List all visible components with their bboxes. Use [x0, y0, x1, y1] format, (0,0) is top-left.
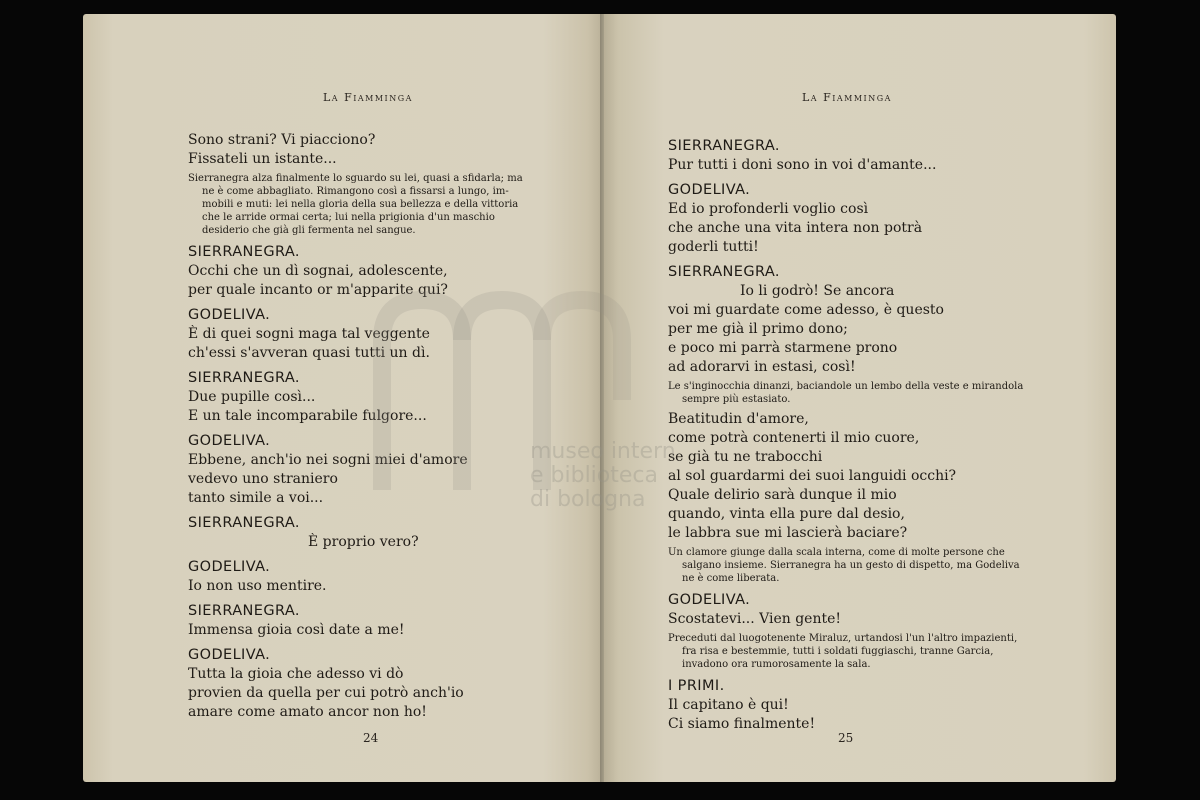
verse-line: E un tale incomparabile fulgore... — [188, 408, 427, 424]
verse-line: Due pupille così... — [188, 389, 316, 405]
verse-line: Io non uso mentire. — [188, 578, 327, 594]
verse-line: voi mi guardate come adesso, è questo — [668, 302, 944, 318]
stage-direction — [668, 546, 1098, 585]
stage-direction-line: Un clamore giunge dalla scala interna, come di molte persone che — [668, 547, 1005, 558]
verse-line: Ci siamo finalmente! — [668, 716, 816, 732]
stage-direction-line: mobili e muti: lei nella gloria della sua bellezza e della vittoria — [202, 199, 519, 210]
verse-line: se già tu ne trabocchi — [668, 449, 823, 465]
stage-direction-line: Le s'inginocchia dinanzi, baciandole un lembo della veste e mirandola — [668, 381, 1024, 392]
speaker-name: SIERRANEGRA. — [188, 370, 300, 386]
verse-line: Scostatevi... Vien gente! — [668, 611, 842, 627]
verse-line: che anche una vita intera non potrà — [668, 220, 923, 236]
stage-direction-line: Sierranegra alza finalmente lo sguardo su lei, quasi a sfidarla; ma — [188, 173, 523, 184]
stage-direction-line: Preceduti dal luogotenente Miraluz, urtandosi l'un l'altro impazienti, — [668, 633, 1018, 644]
speaker-name: SIERRANEGRA. — [188, 515, 300, 531]
verse-line: Io li godrò! Se ancora — [740, 283, 895, 299]
verse-line: Sono strani? Vi piacciono? — [188, 132, 376, 148]
verse-line: ch'essi s'avveran quasi tutti un dì. — [188, 345, 430, 361]
speaker-name: GODELIVA. — [668, 592, 751, 608]
speaker-name: SIERRANEGRA. — [668, 138, 780, 154]
verse-line: ad adorarvi in estasi, così! — [668, 359, 856, 375]
verse-line: È proprio vero? — [308, 534, 419, 550]
speaker-name: SIERRANEGRA. — [188, 244, 300, 260]
verse-line: provien da quella per cui potrò anch'io — [188, 685, 464, 701]
speaker-name: GODELIVA. — [668, 182, 751, 198]
speaker-name: GODELIVA. — [188, 647, 271, 663]
speaker-name: GODELIVA. — [188, 433, 271, 449]
verse-line: amare come amato ancor non ho! — [188, 704, 427, 720]
verse-line: Tutta la gioia che adesso vi dò — [188, 666, 404, 682]
page-number: 25 — [838, 731, 854, 745]
verse-line: Ed io profonderli voglio così — [668, 201, 869, 217]
verse-line: come potrà contenerti il mio cuore, — [668, 430, 920, 446]
speaker-name: SIERRANEGRA. — [188, 603, 300, 619]
verse-line: Immensa gioia così date a me! — [188, 622, 405, 638]
stage-direction-line: ne è come abbagliato. Rimangono così a fissarsi a lungo, im- — [202, 186, 509, 197]
stage-direction-line: invadono ora rumorosamente la sala. — [682, 659, 871, 670]
page-text — [188, 131, 583, 722]
verse-line: È di quei sogni maga tal veggente — [188, 326, 430, 342]
speaker-name: GODELIVA. — [188, 559, 271, 575]
verse-line: Il capitano è qui! — [668, 697, 789, 713]
watermark-line: museo intern — [530, 439, 676, 464]
verse-line: al sol guardarmi dei suoi languidi occhi? — [668, 468, 957, 484]
running-head: La Fiamminga — [323, 91, 413, 104]
page-number: 24 — [363, 731, 379, 745]
verse-line: vedevo uno straniero — [188, 471, 338, 487]
verse-line: le labbra sue mi lascierà baciare? — [668, 525, 908, 541]
right-page — [604, 14, 1116, 782]
stage-direction — [668, 632, 1098, 671]
page-text — [668, 131, 1098, 734]
speaker-name: SIERRANEGRA. — [668, 264, 780, 280]
stage-direction-line: fra risa e bestemmie, tutti i soldati fuggiaschi, tranne Garcia, — [682, 646, 994, 657]
stage-direction — [188, 172, 583, 237]
verse-line: quando, vinta ella pure dal desio, — [668, 506, 905, 522]
stage-direction-line: che le arride ormai certa; lui nella prigionia d'un maschio — [202, 212, 495, 223]
verse-line: Pur tutti i doni sono in voi d'amante... — [668, 157, 937, 173]
watermark-line: e biblioteca — [530, 463, 658, 488]
verse-line: Ebbene, anch'io nei sogni miei d'amore — [188, 452, 468, 468]
verse-line: Fissateli un istante... — [188, 151, 337, 167]
stage-direction-line: sempre più estasiato. — [682, 394, 791, 405]
stage-direction-line: desiderio che già gli fermenta nel sangue. — [202, 225, 416, 236]
verse-line: per me già il primo dono; — [668, 321, 848, 337]
verse-line: Quale delirio sarà dunque il mio — [668, 487, 897, 503]
verse-line: e poco mi parrà starmene prono — [668, 340, 898, 356]
stage-direction — [668, 380, 1098, 406]
speaker-name: GODELIVA. — [188, 307, 271, 323]
stage-direction-line: ne è come liberata. — [682, 573, 780, 584]
left-page — [83, 14, 603, 782]
verse-line: Occhi che un dì sognai, adolescente, — [188, 263, 448, 279]
stage-direction-line: salgano insieme. Sierranegra ha un gesto di dispetto, ma Godeliva — [682, 560, 1020, 571]
speaker-name: I PRIMI. — [668, 678, 725, 694]
verse-line: per quale incanto or m'apparite qui? — [188, 282, 448, 298]
verse-line: Beatitudin d'amore, — [668, 411, 809, 427]
verse-line: goderli tutti! — [668, 239, 759, 255]
running-head: La Fiamminga — [802, 91, 892, 104]
watermark-text — [530, 440, 676, 512]
verse-line: tanto simile a voi... — [188, 490, 324, 506]
watermark-line: di bologna — [530, 487, 646, 512]
